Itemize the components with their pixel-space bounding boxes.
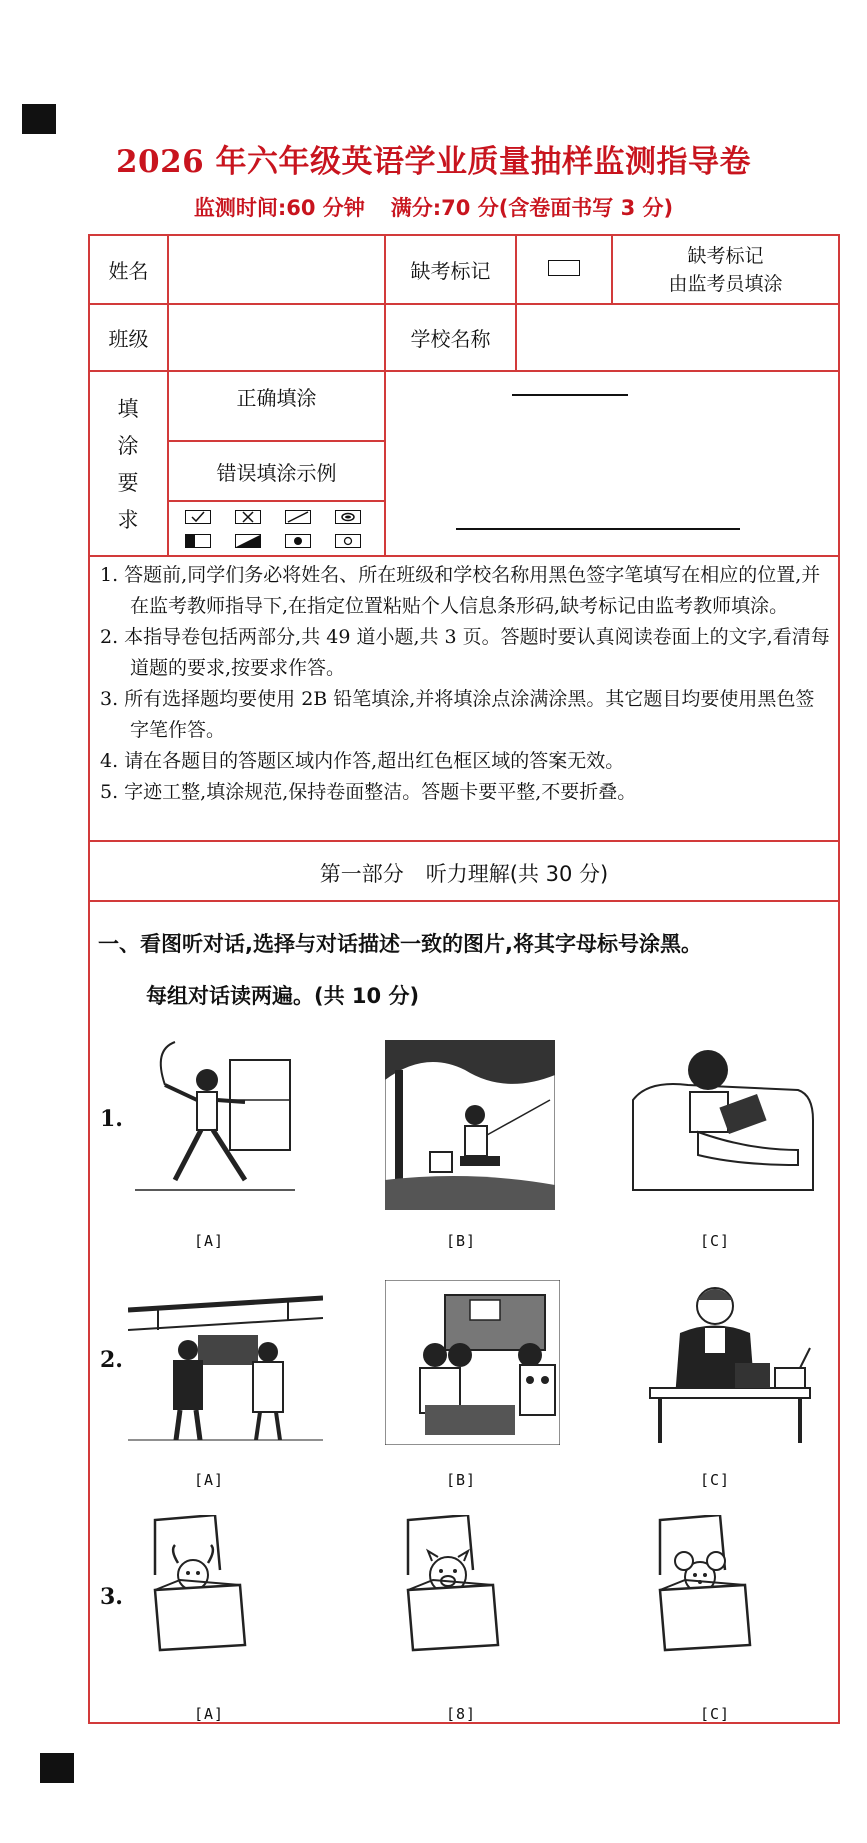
half-fill-bubble-icon bbox=[185, 534, 211, 548]
option-label[interactable]: [A] bbox=[194, 1471, 225, 1489]
slash-bubble-icon bbox=[285, 510, 311, 524]
option-label[interactable]: [8] bbox=[446, 1705, 477, 1723]
fishing-boy-picture bbox=[385, 1040, 555, 1210]
option-label[interactable]: [B] bbox=[446, 1471, 477, 1489]
exam-time: 监测时间:60 分钟 bbox=[193, 196, 365, 220]
scribble-bubble-icon bbox=[335, 510, 361, 524]
ox-in-box-picture bbox=[145, 1515, 255, 1655]
check-mark-bubble-icon bbox=[185, 510, 211, 524]
exam-title: 2026 年六年级英语学业质量抽样监测指导卷 bbox=[115, 144, 752, 180]
question-number: 3. bbox=[100, 1584, 123, 1610]
corner-mark-bottom bbox=[40, 1753, 74, 1783]
option-label[interactable]: [A] bbox=[194, 1705, 225, 1723]
inventor-desk-picture bbox=[640, 1278, 820, 1448]
absent-label: 缺考标记 bbox=[410, 259, 491, 283]
option-label[interactable]: [C] bbox=[700, 1471, 731, 1489]
mouse-in-box-picture bbox=[650, 1515, 760, 1655]
school-label: 学校名称 bbox=[410, 327, 491, 351]
wrong-fill-label: 错误填涂示例 bbox=[216, 460, 337, 485]
question-number: 2. bbox=[100, 1347, 123, 1373]
section-title: 一、看图听对话,选择与对话描述一致的图片,将其字母标号涂黑。 bbox=[98, 932, 702, 956]
exam-score: 满分:70 分(含卷面书写 3 分) bbox=[390, 196, 674, 220]
instruction-item: 3. 所有选择题均要使用 2B 铅笔填涂,并将填涂点涂满涂黑。其它题目均要使用黑色签字笔作答。 bbox=[100, 688, 815, 741]
instruction-item: 4. 请在各题目的答题区域内作答,超出红色框区域的答案无效。 bbox=[100, 750, 625, 772]
absent-checkbox[interactable] bbox=[548, 260, 580, 276]
correct-fill-label: 正确填涂 bbox=[236, 385, 317, 410]
absent-note-line-1: 缺考标记 bbox=[687, 244, 764, 267]
exam-subtitle bbox=[0, 192, 867, 222]
instruction-item: 1. 答题前,同学们务必将姓名、所在班级和学校名称用黑色签字笔填写在相应的位置,并在监考教师指导下,在指定位置粘贴个人信息条形码,缺考标记由监考教师填涂。 bbox=[100, 564, 821, 617]
part-heading bbox=[88, 858, 840, 888]
corner-mark-top bbox=[22, 104, 56, 134]
barcode-area-line bbox=[456, 528, 740, 530]
kung-fu-boy-picture bbox=[135, 1040, 295, 1200]
fill-req-char: 涂 bbox=[117, 434, 139, 458]
part-title-text: 听力理解(共 30 分) bbox=[425, 862, 609, 886]
pig-in-box-picture bbox=[398, 1515, 508, 1655]
fill-req-char: 求 bbox=[117, 508, 139, 532]
instructions bbox=[100, 560, 830, 808]
question-number: 1. bbox=[100, 1106, 123, 1132]
instruction-item: 2. 本指导卷包括两部分,共 49 道小题,共 3 页。答题时要认真阅读卷面上的文字,看清每道题的要求,按要求作答。 bbox=[100, 626, 830, 679]
fill-req-char: 要 bbox=[117, 471, 139, 495]
cross-bubble-icon bbox=[235, 510, 261, 524]
absent-note bbox=[613, 236, 838, 303]
airplane-men-picture bbox=[128, 1280, 323, 1445]
instruction-item: 5. 字迹工整,填涂规范,保持卷面整洁。答题卡要平整,不要折叠。 bbox=[100, 781, 637, 803]
part-name: 第一部分 bbox=[319, 862, 404, 886]
grid-line bbox=[88, 900, 840, 902]
grid-line bbox=[88, 370, 840, 372]
wedge-fill-bubble-icon bbox=[235, 534, 261, 548]
dot-bubble-icon bbox=[285, 534, 311, 548]
grid-line bbox=[88, 555, 840, 557]
grid-line bbox=[167, 500, 384, 502]
circle-bubble-icon bbox=[335, 534, 361, 548]
reading-boy-picture bbox=[628, 1040, 818, 1210]
worker-truck-picture bbox=[385, 1280, 560, 1445]
barcode-area-line bbox=[512, 394, 628, 396]
fill-req-char: 填 bbox=[117, 397, 139, 421]
school-field[interactable] bbox=[517, 305, 838, 370]
section-subtitle: 每组对话读两遍。(共 10 分) bbox=[146, 984, 420, 1008]
absent-note-line-2: 由监考员填涂 bbox=[668, 272, 783, 295]
option-label[interactable]: [B] bbox=[446, 1232, 477, 1250]
option-label[interactable]: [A] bbox=[194, 1232, 225, 1250]
class-label: 班级 bbox=[108, 327, 149, 351]
class-field[interactable] bbox=[169, 305, 384, 370]
option-label[interactable]: [C] bbox=[700, 1705, 731, 1723]
option-label[interactable]: [C] bbox=[700, 1232, 731, 1250]
grid-line bbox=[88, 840, 840, 842]
name-label: 姓名 bbox=[108, 259, 149, 283]
name-field[interactable] bbox=[169, 236, 384, 303]
